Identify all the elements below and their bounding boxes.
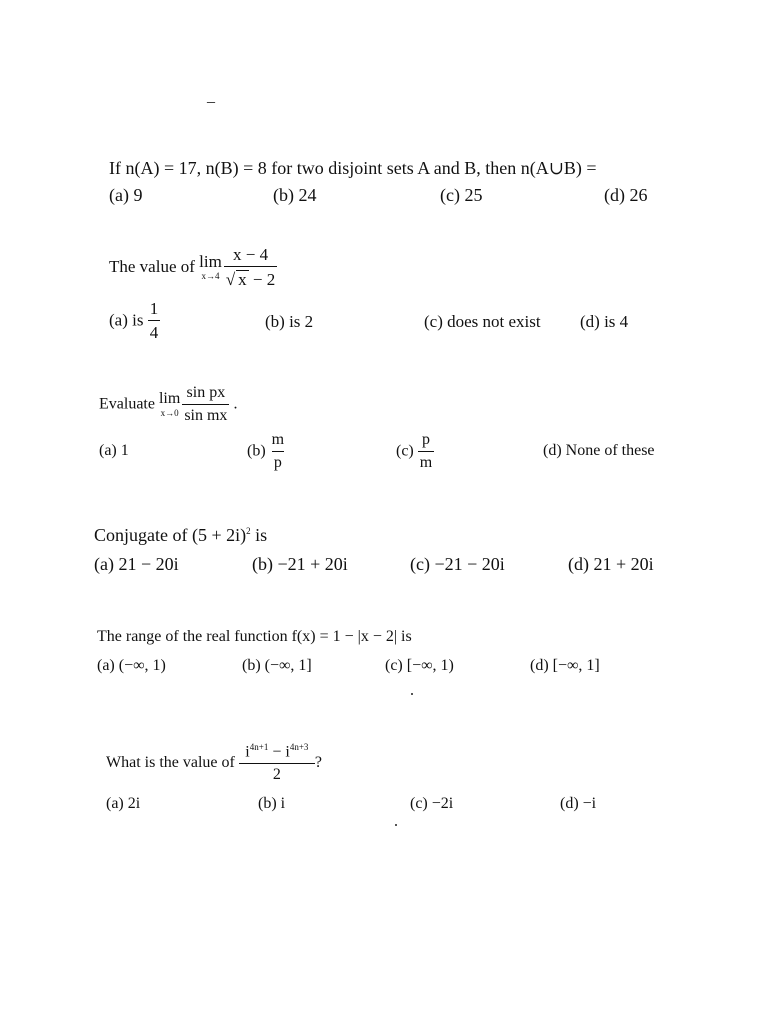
q1-option-d: (d) 26 (604, 185, 648, 205)
q4-option-c: (c) −21 − 20i (410, 554, 505, 574)
stray-dot (411, 693, 413, 695)
q5-option-c: (c) [−∞, 1) (385, 657, 454, 674)
q4-option-d: (d) 21 + 20i (568, 554, 654, 574)
question-1-prefix: If (109, 158, 126, 178)
question-6 (106, 743, 322, 783)
q2-option-a-label: (a) is (109, 310, 148, 330)
question-1-text: for two disjoint sets A and B, then (266, 158, 521, 178)
question-5-expression: f(x) = 1 − |x − 2| (291, 628, 398, 645)
q3-option-c (396, 432, 434, 471)
fraction-numerator: 1 (149, 299, 159, 318)
q5-option-b: (b) (−∞, 1] (242, 657, 312, 674)
q3-option-b-label: (b) (247, 442, 270, 460)
question-3-fraction (182, 385, 229, 424)
q5-option-d: (d) [−∞, 1] (530, 657, 600, 674)
fraction-numerator: p (421, 431, 430, 448)
numerator-exponent-2: 4n+3 (289, 742, 309, 752)
question-4 (94, 525, 267, 546)
fraction-denominator: m (418, 451, 434, 471)
q3-option-a: (a) 1 (99, 442, 129, 459)
numerator-minus: − (268, 743, 286, 761)
question-1-expression-2: n(A∪B) = (520, 158, 597, 178)
fraction-numerator: sin px (186, 384, 226, 401)
radicand: x (238, 270, 247, 289)
fraction-numerator: x − 4 (233, 245, 269, 264)
question-3-suffix: . (229, 395, 238, 413)
sqrt-sign: √ (225, 270, 236, 289)
question-2-fraction (224, 246, 277, 288)
q3-option-b (247, 432, 286, 471)
question-4-suffix: is (250, 525, 268, 545)
limit-word: lim (158, 390, 181, 407)
question-4-prefix: Conjugate of (94, 525, 192, 545)
q6-option-c: (c) −2i (410, 795, 454, 812)
q2-option-a-fraction (148, 300, 161, 341)
q6-option-d: (d) −i (560, 795, 597, 812)
q2-option-a (109, 300, 160, 341)
fraction-numerator: m (271, 431, 285, 448)
question-4-base: (5 + 2i) (191, 525, 247, 545)
question-3 (99, 385, 237, 424)
q6-option-a: (a) 2i (106, 795, 141, 812)
question-1 (109, 158, 597, 179)
limit-operator (199, 253, 222, 281)
q4-option-b: (b) −21 + 20i (252, 554, 348, 574)
denominator-rest: − 2 (248, 270, 276, 289)
q1-option-a: (a) 9 (109, 185, 143, 205)
limit-subscript: x→0 (160, 408, 179, 418)
limit-operator (159, 391, 180, 418)
q6-option-b: (b) i (258, 795, 286, 812)
question-2 (109, 246, 277, 288)
q3-option-c-fraction (418, 432, 434, 471)
question-6-suffix: ? (314, 754, 322, 772)
fraction-denominator (224, 266, 277, 288)
question-3-prefix: Evaluate (99, 395, 159, 413)
question-2-prefix: The value of (109, 257, 200, 276)
q1-option-b: (b) 24 (273, 185, 317, 205)
question-1-expression: n(A) = 17, n(B) = 8 (125, 158, 267, 178)
question-6-prefix: What is the value of (106, 754, 239, 772)
fraction-denominator: sin mx (182, 404, 229, 424)
fraction-denominator: 2 (239, 763, 315, 783)
question-4-exponent: 2 (246, 526, 251, 536)
numerator-exponent-1: 4n+1 (249, 742, 269, 752)
numerator-base-1: i (245, 743, 250, 761)
numerator-base-2: i (285, 743, 290, 761)
fraction-numerator (243, 743, 310, 763)
fraction-denominator: p (272, 451, 284, 471)
question-5-suffix: is (397, 628, 412, 645)
fraction-denominator: 4 (148, 320, 161, 341)
question-5 (97, 628, 412, 646)
limit-word: lim (199, 252, 222, 271)
limit-subscript: x→4 (201, 271, 220, 281)
q1-option-c: (c) 25 (440, 185, 483, 205)
question-5-prefix: The range of the real function (97, 628, 292, 645)
top-dash-mark: _ (207, 88, 215, 105)
q2-option-d: (d) is 4 (580, 312, 629, 331)
q3-option-c-label: (c) (396, 442, 418, 460)
q3-option-d: (d) None of these (543, 442, 655, 459)
q2-option-c: (c) does not exist (424, 312, 541, 331)
q2-option-b: (b) is 2 (265, 312, 314, 331)
q3-option-b-fraction (270, 432, 286, 471)
stray-dot (395, 824, 397, 826)
question-6-fraction (239, 743, 315, 783)
q5-option-a: (a) (−∞, 1) (97, 657, 166, 674)
q4-option-a: (a) 21 − 20i (94, 554, 179, 574)
